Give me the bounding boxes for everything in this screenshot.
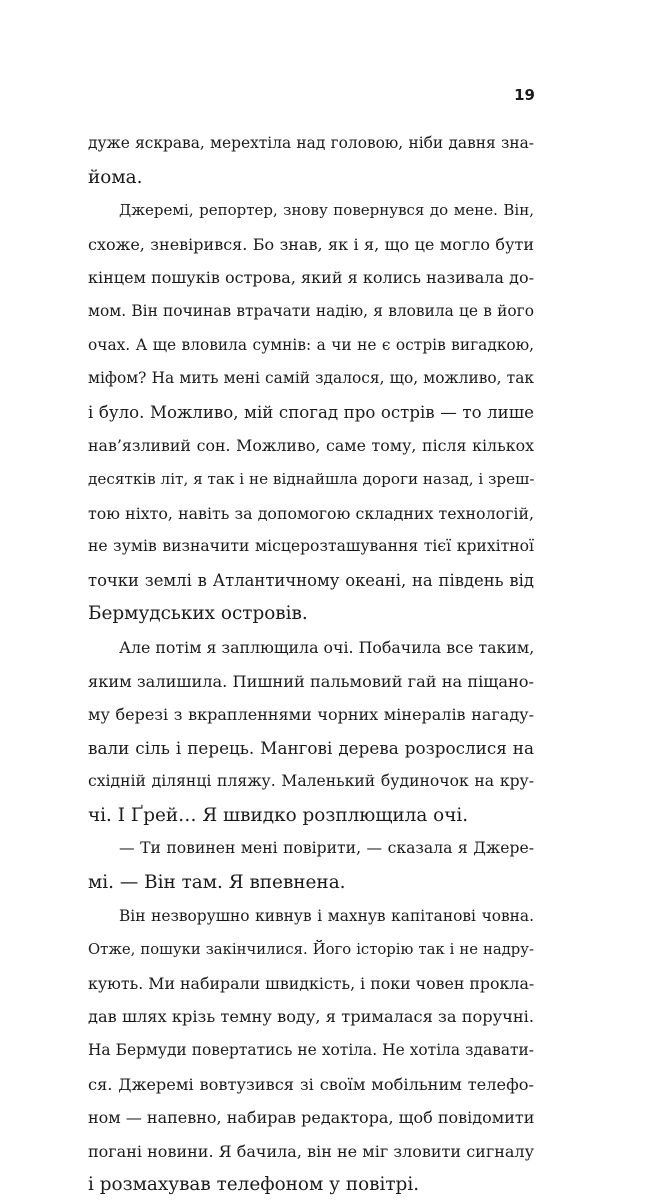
body-text (88, 127, 534, 1202)
text-line: ся. Джеремі вовтузився зі своїм мобільним телефо- (88, 1074, 534, 1094)
text-line: Джеремі, репортер, знову повернувся до мене. Він, (119, 201, 534, 220)
text-line: кінцем пошуків острова, який я колись називала до- (88, 268, 534, 288)
text-line: На Бермуди повертатись не хотіла. Не хотіла здавати- (88, 1041, 534, 1060)
text-line: дуже яскрава, мерехтіла над головою, ніби давня зна- (88, 134, 534, 152)
text-line: і розмахував телефоном у повітрі. (88, 1174, 420, 1196)
text-line: східній ділянці пляжу. Маленький будиночок на кру- (88, 772, 534, 791)
text-line: і було. Можливо, мій спогад про острів — то лише (88, 402, 534, 422)
text-line: яким залишила. Пишний пальмовий гай на піщано- (88, 671, 534, 691)
text-line: Він незворушно кивнув і махнув капітанові човна. (119, 906, 534, 925)
text-line: очах. А ще вловила сумнів: а чи не є острів вигадкою, (88, 335, 534, 354)
text-line: десятків літ, я так і не віднайшла дороги назад, і зреш- (88, 469, 535, 488)
text-line: му березі з вкрапленнями чорних мінералів нагаду- (88, 705, 534, 725)
text-line: міфом? На мить мені самій здалося, що, можливо, так (88, 369, 534, 388)
text-line: нав’язливий сон. Можливо, саме тому, після кількох (88, 436, 534, 456)
text-line: точки землі в Атлантичному океані, на південь від (88, 570, 534, 590)
text-line: схоже, зневірився. Бо знав, як і я, що це могло бути (88, 234, 534, 254)
text-line: — Ти повинен мені повірити, — сказала я Джере- (119, 839, 534, 858)
text-line: погані новини. Я бачила, він не міг зловити сигналу (88, 1141, 534, 1161)
text-line: не зумів визначити місцерозташування тієї крихітної (88, 537, 534, 556)
text-line: Бермудських островів. (88, 603, 308, 625)
text-line: Отже, пошуки закінчилися. Його історію так і не надру- (88, 941, 534, 959)
text-line: йома. (88, 166, 143, 188)
text-line: дав шлях крізь темну воду, я трималася за поручні. (88, 1007, 534, 1027)
text-line: Але потім я заплющила очі. Побачила все таким, (119, 637, 535, 657)
text-line: вали сіль і перець. Мангові дерева розрослися на (88, 737, 534, 758)
text-line: ном — напевно, набирав редактора, щоб повідомити (88, 1108, 535, 1128)
text-line: чі. І Ґрей… Я швидко розплющила очі. (88, 804, 469, 826)
text-line: кують. Ми набирали швидкість, і поки човен прокла- (88, 973, 535, 993)
text-line: мом. Він починав втрачати надію, я вловила це в його (88, 301, 534, 320)
page-number: 19 (514, 86, 535, 104)
text-line: мі. — Він там. Я впевнена. (88, 872, 346, 894)
text-line: тою ніхто, навіть за допомогою складних технологій, (88, 503, 534, 523)
